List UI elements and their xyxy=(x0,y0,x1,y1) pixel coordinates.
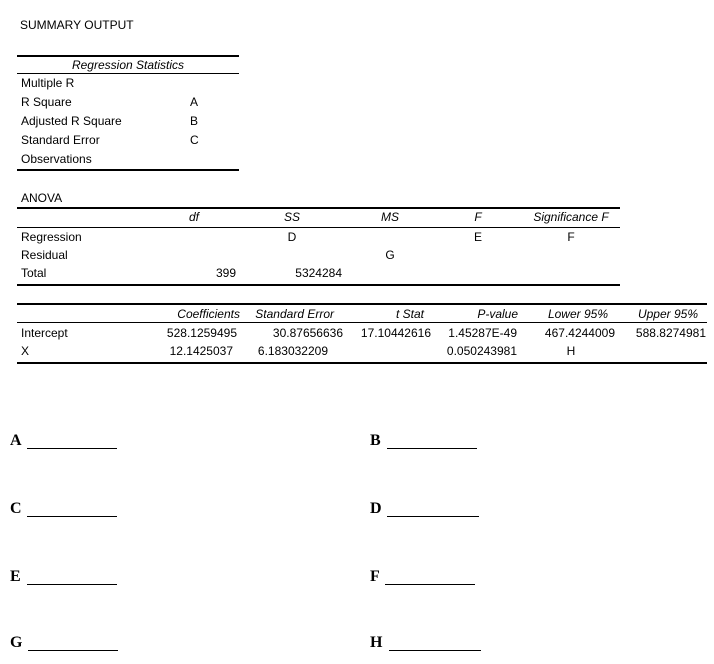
reg-stat-value: B xyxy=(190,114,199,128)
reg-stat-label: Standard Error xyxy=(21,133,100,147)
coef-cell: 588.8274981 xyxy=(635,326,706,340)
reg-stat-label: Multiple R xyxy=(21,76,75,90)
answer-label-f: F xyxy=(370,568,380,585)
reg-stat-label: Adjusted R Square xyxy=(21,114,122,128)
coef-header: Lower 95% xyxy=(547,307,608,321)
reg-stats-header: Regression Statistics xyxy=(71,58,185,72)
coef-cell: 6.183032209 xyxy=(257,344,328,358)
anova-row-label: Total xyxy=(21,266,47,280)
answer-blank-h[interactable] xyxy=(389,650,481,651)
answer-label-b: B xyxy=(370,432,381,449)
coef-cell: 467.4244009 xyxy=(544,326,615,340)
coef-row-label: X xyxy=(21,344,30,358)
answer-label-c: C xyxy=(10,500,22,517)
coef-bottom-rule xyxy=(17,362,707,364)
coef-header: Upper 95% xyxy=(637,307,698,321)
answer-blank-a[interactable] xyxy=(27,448,117,449)
reg-stat-value: A xyxy=(190,95,199,109)
anova-header-sigf: Significance F xyxy=(533,210,609,224)
anova-header-df: df xyxy=(188,210,199,224)
answer-blank-g[interactable] xyxy=(28,650,118,651)
anova-cell-ss: D xyxy=(287,230,297,244)
coef-header-rule xyxy=(17,322,707,323)
anova-cell-f: E xyxy=(473,230,482,244)
answer-blank-e[interactable] xyxy=(27,584,117,585)
anova-cell-sigf: F xyxy=(567,230,575,244)
anova-row-label: Residual xyxy=(21,248,68,262)
reg-stat-label: R Square xyxy=(21,95,72,109)
coef-header: Coefficients xyxy=(177,307,240,321)
answer-blank-c[interactable] xyxy=(27,516,117,517)
answer-blank-b[interactable] xyxy=(387,448,477,449)
coef-cell: 12.1425037 xyxy=(169,344,233,358)
coef-header: P-value xyxy=(477,307,518,321)
reg-stat-label: Observations xyxy=(21,152,92,166)
anova-title: ANOVA xyxy=(21,191,63,205)
coef-cell: H xyxy=(566,344,576,358)
answer-blank-f[interactable] xyxy=(385,584,475,585)
answer-label-d: D xyxy=(370,500,382,517)
answer-label-h: H xyxy=(370,634,383,651)
coef-header: Standard Error xyxy=(255,307,334,321)
anova-cell-df: 399 xyxy=(215,266,236,280)
anova-header-f: F xyxy=(474,210,482,224)
anova-header-rule xyxy=(17,227,620,228)
answer-label-g: G xyxy=(10,634,23,651)
coef-top-rule xyxy=(17,303,707,305)
answer-label-e: E xyxy=(10,568,21,585)
coef-cell: 1.45287E-49 xyxy=(448,326,517,340)
anova-row-label: Regression xyxy=(21,230,82,244)
coef-cell: 0.050243981 xyxy=(446,344,517,358)
reg-stats-header-rule xyxy=(17,73,239,74)
anova-header-ms: MS xyxy=(381,210,399,224)
answer-blank-d[interactable] xyxy=(387,516,479,517)
anova-cell-ms: G xyxy=(385,248,395,262)
coef-cell: 528.1259495 xyxy=(166,326,237,340)
summary-title: SUMMARY OUTPUT xyxy=(20,18,134,32)
reg-stats-bottom-rule xyxy=(17,169,239,171)
anova-cell-ss: 5324284 xyxy=(295,266,342,280)
coef-cell: 17.10442616 xyxy=(360,326,431,340)
coef-cell: 30.87656636 xyxy=(272,326,343,340)
anova-header-ss: SS xyxy=(283,210,300,224)
anova-bottom-rule xyxy=(17,284,620,286)
reg-stats-top-rule xyxy=(17,55,239,57)
coef-header: t Stat xyxy=(395,307,424,321)
anova-top-rule xyxy=(17,207,620,209)
coef-row-label: Intercept xyxy=(21,326,68,340)
answer-label-a: A xyxy=(10,432,22,449)
reg-stat-value: C xyxy=(190,133,199,147)
